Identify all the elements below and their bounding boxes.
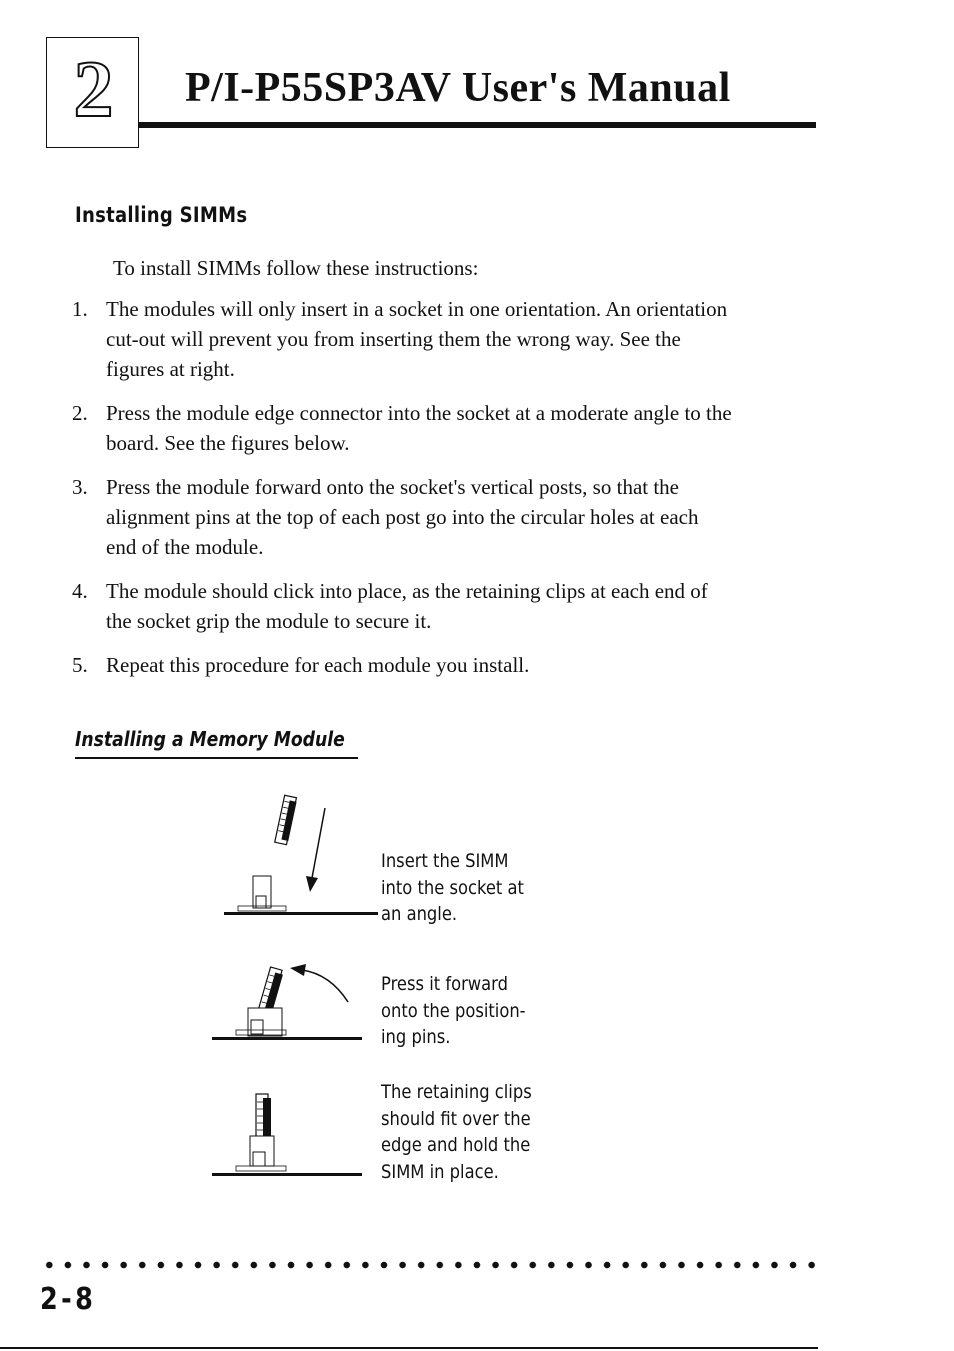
header-rule — [139, 122, 816, 128]
figure-caption — [381, 971, 526, 1051]
caption-line: into the socket at — [381, 876, 524, 899]
step-item — [72, 650, 732, 680]
section-title: Installing SIMMs — [75, 203, 248, 227]
caption-line: should fit over the — [381, 1107, 531, 1130]
simm-insert-angle-illustration — [220, 788, 380, 920]
intro-text: To install SIMMs follow these instructions: — [113, 256, 479, 280]
caption-line: edge and hold the — [381, 1134, 531, 1156]
chapter-number: 2 — [73, 46, 114, 134]
bottom-rule — [0, 1347, 818, 1349]
caption-line: SIMM in place. — [381, 1160, 499, 1183]
figure-caption — [381, 848, 524, 928]
page-title: P/I-P55SP3AV User's Manual — [185, 65, 731, 111]
step-item — [72, 576, 732, 636]
step-item — [72, 472, 732, 562]
chapter-box — [46, 37, 139, 148]
caption-line: Press it forward — [381, 973, 508, 995]
step-text: The module should click into place, as the retaining clips at each end of the socket grip the module to secure it. — [106, 579, 708, 633]
page-number: 2-8 — [40, 1282, 97, 1317]
step-number: 3. — [72, 475, 88, 499]
caption-line: The retaining clips — [381, 1081, 532, 1103]
figure-section-title: Installing a Memory Module — [75, 727, 345, 751]
steps-list — [72, 294, 732, 694]
simm-press-forward-illustration — [210, 958, 370, 1048]
step-text: The modules will only insert in a socket in one orientation. An orientation cut-out will prevent you from inserting them the wrong way. See the figures at right. — [106, 297, 728, 381]
figure-section-underline — [75, 757, 358, 759]
step-number: 2. — [72, 401, 88, 425]
dotted-footer-rule — [40, 1258, 820, 1272]
step-item — [72, 398, 732, 458]
caption-line: an angle. — [381, 903, 458, 925]
step-text: Press the module forward onto the socket's vertical posts, so that the alignment pins at the top of each post go into the circular holes at each end of the module. — [106, 475, 699, 559]
step-text: Press the module edge connector into the socket at a moderate angle to the board. See the figures below. — [106, 401, 732, 455]
caption-line: ing pins. — [381, 1026, 451, 1048]
simm-seated-illustration — [210, 1088, 370, 1184]
step-text: Repeat this procedure for each module you install. — [106, 653, 530, 677]
caption-line: Insert the SIMM — [381, 850, 509, 872]
figure-caption — [381, 1079, 532, 1185]
caption-line: onto the position- — [381, 999, 526, 1022]
step-number: 1. — [72, 297, 88, 321]
step-number: 5. — [72, 653, 88, 677]
step-item — [72, 294, 732, 384]
step-number: 4. — [72, 579, 88, 603]
